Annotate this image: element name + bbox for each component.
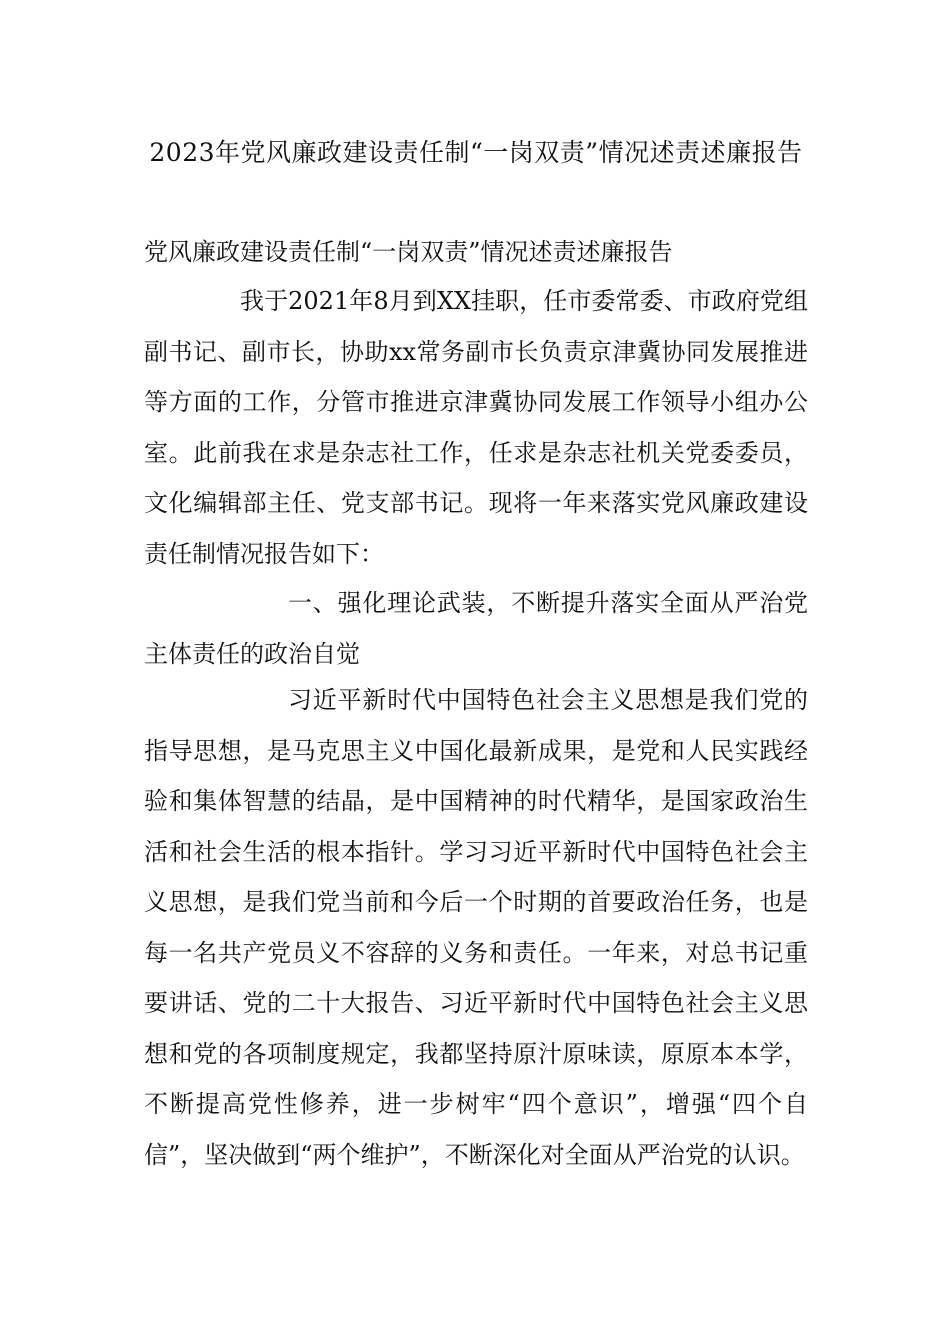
paragraph-theory: 习近平新时代中国特色社会主义思想是我们党的指导思想，是马克思主义中国化最新成果，是党和人民实践经验和集体智慧的结晶，是中国精神的时代精华，是国家政治生活和社会生活的根本指针。学习习近平新时代中国特色社会主义思想，是我们党当前和今后一个时期的首要政治任务，也是每一名共产党员义不容辞的义务和责任。一年来，对总书记重要讲话、党的二十大报告、习近平新时代中国特色社会主义思想和党的各项制度规定，我都坚持原汁原味读，原原本本学，不断提高党性修养，进一步树牢“四个意识”，增强“四个自信”，坚决做到“两个维护”，不断深化对全面从严治党的认识。 bbox=[144, 686, 808, 1169]
paragraph-intro: 我于2021年8月到XX挂职，任市委常委、市政府党组副书记、副市长，协助xx常务副市长负责京津冀协同发展推进等方面的工作，分管市推进京津冀协同发展工作领导小组办公室。此前我在求是杂志社工作，任求是杂志社机关党委委员，文化编辑部主任、党支部书记。现将一年来落实党风廉政建设责任制情况报告如下： bbox=[144, 287, 808, 568]
document-title: 2023年党风廉政建设责任制“一岗双责”情况述责述廉报告 bbox=[149, 138, 803, 167]
document-subtitle: 党风廉政建设责任制“一岗双责”情况述责述廉报告 bbox=[144, 238, 673, 266]
section-heading-1: 一、强化理论武装，不断提升落实全面从严治党主体责任的政治自觉 bbox=[144, 589, 808, 668]
